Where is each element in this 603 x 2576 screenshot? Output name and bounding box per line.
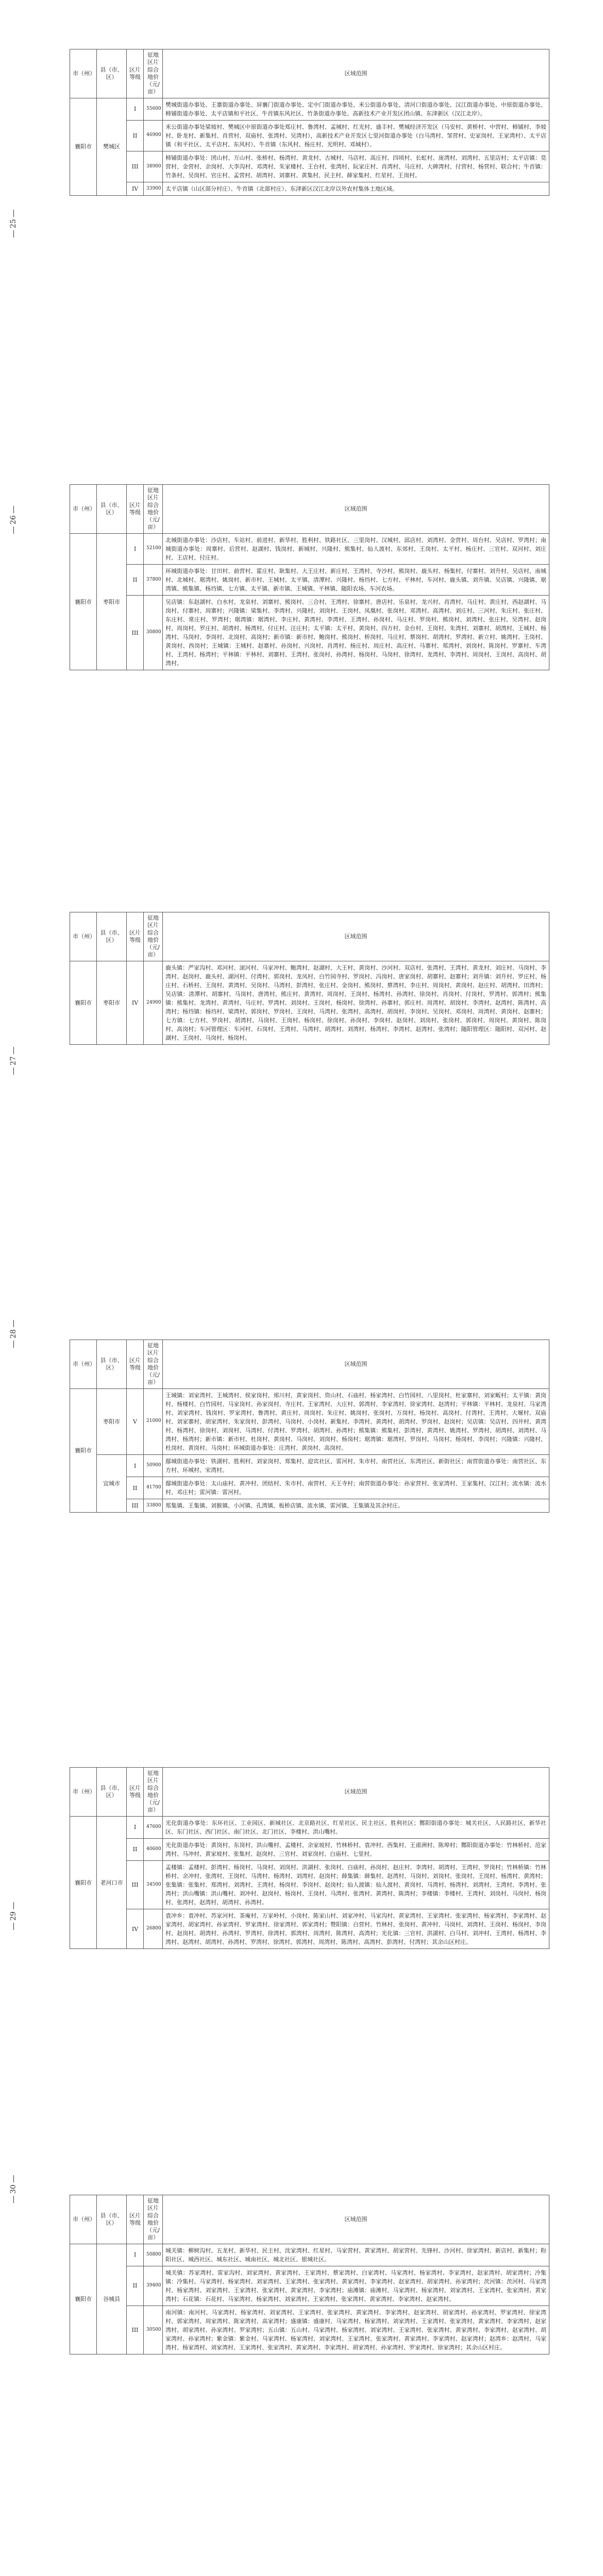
header-scope: 区域范围 [163,1340,549,1389]
scope-cell: 柿铺街道办事处：团山村、万山村、张桥村、杨湾村、黄龙村、古城村、马店村、高庄村、四顷村、长虹村、庞湾村、刘湾村、五里店村；太平店镇：莫营村、金营村、余岗村、大李沟村、邓湾村、朱家楼村、王台村、张湾村、阮家庄村、肖湾村、马庄村、大碑湾村、付营村、杨营村、联合村；牛首镇：竹条村、吴岗村、官庄村、孟营村、胡湾村、刘寨村、黄集村、民主村、薛家集村、红星村、王岗村。 [163,151,549,182]
scope-cell: 光化街道办事处：黄岗村、东岗村、洪山嘴村、孟楼村、余家坡村、竹林桥村、袁冲村、西集村、王甫洲村、陈埠村；酂阳街道办事处：竹林桥村、范家湾村、马冲村、黄家坡村、张集村、赵岗村、三官村、刘家岗村、白庙村、七里村。 [163,1838,549,1860]
header-city: 市（州） [70,912,97,961]
price-cell: 41700 [144,1477,163,1499]
header-city: 市（州） [70,2195,97,2244]
page-number: 30 [9,2173,18,2205]
header-city: 市（州） [70,1340,97,1389]
city-cell: 襄阳市 [70,961,97,1044]
header-price: 征地区片综合地价（元/亩） [144,1340,163,1389]
header-scope: 区域范围 [163,2195,549,2244]
table-header [70,2195,549,2244]
grade-cell: II [127,120,144,151]
header-city: 市（州） [70,485,97,534]
land-price-table [70,1767,549,1949]
table-row [70,98,549,120]
page-number: 29 [9,1900,18,1932]
scope-cell: 环城街道办事处：甘田村、前营村、霍庄村、耿集村、大王庄村、新庄村、王湾村、寺沙村、熊岗村、鹿头村、杨集村、付寨村、刘升村、吴店村、南城村、北城村、琚湾村、姚岗村、新市村、王城村、太平镇、清潭村、兴隆村、杨垱村、七方村、平林村、车河村、鹿头镇、刘升镇、吴店镇、兴隆镇、琚湾镇、熊集镇、杨垱镇、七方镇、太平镇、新市镇、王城镇、平林镇、随阳农场、车河农场。 [163,564,549,595]
price-cell: 37800 [144,564,163,595]
grade-cell: V [127,1388,144,1454]
table-row [70,2244,549,2266]
price-cell: 46900 [144,120,163,151]
grade-cell: I [127,2244,144,2266]
price-cell: 34500 [144,1860,163,1909]
grade-cell: I [127,98,144,120]
table-header [70,1340,549,1389]
city-cell: 襄阳市 [70,533,97,670]
header-grade: 区片等级 [127,49,144,98]
scope-cell: 鄢城街道办事处：铁湖村、胜利村、刘家岗村、郑集村、迎宾社区、雷河村、朱市村、南营社区、东湾社区、新街社区；南营街道办事处：南营社区、东方村、环城村、宋湾村。 [163,1455,549,1477]
city-cell: 襄阳市 [70,1816,97,1949]
scope-cell: 孟楼镇：孟楼村、彭湾村、杨岗村、马岗村、刘岗村、洪湖村、张岗村、白庙村、孙岗村、赵庄村、李湾村、胡湾村、王湾村、罗岗村；竹林桥镇：竹林桥村、余冲村、张湾村、王岗村、马湾村、杨湾村、刘湾村、赵岗村；薛集镇：薛集村、赵湾村、马岗村、刘岗村、张岗村、王岗村、杨湾村、黄湾村；张集镇：张集村、郑湾村、刘湾村、王湾村、杨岗村、李岗村、赵岗村；仙人渡镇：仙人渡村、黄岗村、马湾村、杨湾村、刘湾村、王湾村、李湾村、张湾村；洪山嘴镇：洪山嘴村、刘冲村、赵岗村、杨岗村、王岗村、马湾村、张湾村、黄湾村、陈湾村；李楼镇：李楼村、王湾村、刘岗村、马岗村、杨岗村、张湾村、赵湾村、胡湾村、孙湾村。 [163,1860,549,1909]
price-cell: 55600 [144,98,163,120]
scope-cell: 吴店镇：东赵湖村、白水村、龙泉村、刘寨村、熊岗村、三合村、王湾村、徐寨村、唐店村、乐泉村、龙兴村、肖湾村、马庄村、黄庄村、西赵湖村、马岗村、付寨村、周寨村；兴隆镇：梁集村、李湾村、兴隆村、刘岗村、王岗村、凤凰村、张岗村、邓湾村、高湾村、刘庄村、三河村、朱庄村、张庄村、东庄村、常庄村、罗湾村；琚湾镇：琚湾村、李庄村、黄湾村、李湾村、王湾村、孙岗村、马庄村、罗岗村、熊岗村、刘湾村、张庄村、吴湾村、赵岗村、周岗村、罗庄村、胡湾村、杨湾村、付庄村、汪庄村；太平镇：太平村、黄岗村、四方村、金台村、王岗村、朱湾村、刘寨村、胡湾村、王城村、杨湾村、马岗村、李岗村、北岗村、高岗村；新市镇：新市村、鲍岗村、熊岗村、桥岗村、马庄村、蔡岗村、胡湾村、罗湾村、新立村、姚湾村、王岗村、黄岗村、西岗村；王城镇：王城村、赵寨村、孙岗村、兴岗村、肖湾村、杨庄村、周庄村、高庄村、马寨村、郑湾村、刘岗村、陈岗村、罗寨村、车湾村、王湾村、杨湾村；平林镇：平林村、刘寨村、王湾村、张岗村、孙湾村、杨岗村、马岗村、徐湾村、龙湾村、李湾村、周岗村、王岗村、高岗村、胡湾村。 [163,596,549,670]
grade-cell: IV [127,182,144,196]
header-county: 县（市、区） [97,912,127,961]
header-county: 县（市、区） [97,485,127,534]
scope-cell: 光化街道办事处：东环社区、工业园区、新城社区、北京路社区、红星社区、民主社区、胜利社区；酂阳街道办事处：城关社区、人民路社区、新华社区、东门社区、西门社区、南门社区、北门社区、李楼村、洪山嘴村。 [163,1816,549,1838]
scope-cell: 南河镇：南河村、马家湾村、杨家湾村、刘家湾村、王家湾村、张家湾村、黄家湾村、李家湾村、赵家湾村、胡家湾村、孙家湾村、罗家湾村、徐家湾村、郭家湾村、周家湾村、陈家湾村、高家湾村；盛康镇：盛康村、马家湾村、杨家湾村、刘家湾村、王家湾村、张家湾村、黄家湾村、李家湾村、赵家湾村、胡家湾村、孙家湾村、罗家湾村；五山镇：五山村、马家湾村、杨家湾村、刘家湾村、王家湾村、张家湾村、黄家湾村、李家湾村、赵家湾村、胡家湾村、孙家湾村；紫金镇：紫金村、马家湾村、杨家湾村、刘家湾村、王家湾村、张家湾村、黄家湾村、李家湾村、赵家湾村；赵湾乡：赵湾村、马家湾村、杨家湾村、刘家湾村、王家湾村、张家湾村、黄家湾村、李家湾村、胡家湾村、孙家湾村、罗家湾村、徐家湾村；其余山区村庄。 [163,2306,549,2354]
header-grade: 区片等级 [127,1768,144,1817]
county-cell: 枣阳市 [97,533,127,670]
grade-cell: III [127,1860,144,1909]
land-price-table [70,912,549,1045]
header-grade: 区片等级 [127,1340,144,1389]
grade-cell: IV [127,1909,144,1949]
table-header [70,1768,549,1817]
table-row [70,1477,549,1499]
grade-cell: III [127,596,144,670]
scope-cell: 北城街道办事处：沙店村、车站村、前进村、新华村、胜利村、铁路社区、三里岗村、汉城村、邱店村、刘湾村、金营村、周台村、吴店村、罗湾村；南城街道办事处：周寨村、后营村、赵湖村、钱岗村、新城村、兴隆村、熊集村、仙人渡村、东郊村、王岗村、太平村、杨庄村、三官村、双河村、刘庄村、王店村、付庄村。 [163,533,549,564]
scope-cell: 米公街道办事处梁坡村、樊城区中原街道办事处郑庄村、鲁湾村、孟城村、红光村、盛丰村、樊城经济开发区（马安村、黄桥村、中营村、柿铺村、李坡村、卧龙村、新集村、肖营村、双庙村、张湾村、吴湾村），高新技术产业开发区七里河街道办事处（白马湾村、邹营村、史家岗村、王家湾村）、太平店镇（和平社区、太平店村、东风村）、牛首镇（东风村、杨庄村、光明村、邓城村）。 [163,120,549,151]
price-cell: 50900 [144,1455,163,1477]
table-row [70,1838,549,1860]
grade-cell: II [127,1477,144,1499]
scope-cell: 郑集镇、王集镇、刘猴镇、小河镇、孔湾镇、板桥店镇、流水镇、雷河镇、王集镇及其余村庄。 [163,1499,549,1513]
header-price: 征地区片综合地价（元/亩） [144,49,163,98]
scope-cell: 城关镇：柳树沟村、五龙村、新华村、民主村、沈家湾村、红星村、马家营村、黄家湾村、胡家营村、先锋村、沙河村、徐家湾村、新店村、新集村；粉阳社区、城西社区、城东社区、城南社区、城北社区、银城社区。 [163,2244,549,2266]
table-row [70,2266,549,2306]
table-row [70,1455,549,1477]
page-number: 26 [9,504,18,536]
page-number: 28 [9,1318,18,1350]
price-cell: 38900 [144,151,163,182]
page-number: 27 [9,1045,18,1077]
header-grade: 区片等级 [127,2195,144,2244]
header-scope: 区域范围 [163,912,549,961]
table-row [70,961,549,1044]
header-county: 县（市、区） [97,1340,127,1389]
price-cell: 21000 [144,1388,163,1454]
price-cell: 33800 [144,1499,163,1513]
page-number: 25 [9,208,18,240]
grade-cell: III [127,2306,144,2354]
header-grade: 区片等级 [127,912,144,961]
price-cell: 24900 [144,961,163,1044]
scope-cell: 城关镇：苏家湾村、雷家沟村、刘家湾村、黄家湾村、王家湾村、蔡家湾村、白家湾村、马家湾村、杨家湾村、李家湾村、赵家湾村、胡家湾村；冷集镇：冷集村、马家湾村、杨家湾村、刘家湾村、王家湾村、张家湾村、黄家湾村、李家湾村、赵家湾村、胡家湾村、孙家湾村；茨河镇：茨河村、马家湾村、杨家湾村、刘家湾村、王家湾村、张家湾村、黄家湾村、李家湾村；庙滩镇：庙滩村、马家湾村、杨家湾村、刘家湾村、王家湾村、张家湾村、黄家湾村；石花镇：石花村、马家湾村、杨家湾村、刘家湾村、王家湾村、张家湾村、黄家湾村、李家湾村、赵家湾村。 [163,2266,549,2306]
header-scope: 区域范围 [163,1768,549,1817]
grade-cell: I [127,1455,144,1477]
price-cell: 26800 [144,1909,163,1949]
price-cell: 52100 [144,533,163,564]
county-cell: 老河口市 [97,1816,127,1949]
price-cell: 33900 [144,182,163,196]
table-row [70,2306,549,2354]
header-grade: 区片等级 [127,485,144,534]
county-cell: 枣阳市 [97,961,127,1044]
grade-cell: I [127,533,144,564]
city-cell: 襄阳市 [70,1388,97,1513]
scope-cell: 太平店镇（山区部分村庄）、牛首镇（北部村庄）、东津新区汉江北岸以外农村集体土地区域。 [163,182,549,196]
header-price: 征地区片综合地价（元/亩） [144,1768,163,1817]
header-county: 县（市、区） [97,2195,127,2244]
header-price: 征地区片综合地价（元/亩） [144,912,163,961]
scope-cell: 王城镇：刘家湾村、王城湾村、侯家岗村、邢川村、黄家岗村、资山村、石庙村、杨家湾村、白竹园村、八里岗村、杜家寨村、刘家畈村；太平镇：黄岗村、杨楼村、白竹园村、马家岗村、孙家岗村、寺庄村、王家湾村、大庄村、郭湾村、李家湾村、徐家湾村、赵湾村；平林镇：平林村、龙泉村、马家湾村、刘家湾村、钱岗村、罗家湾村、鲁湾村、黄庄村、周岗村、朱庄村、姚岗村、张岗村、万岗村、杨岗村、高岗村、付湾村、王湾村、大堰村、双庙村、刘家寨村、胡家湾村、朱家岗村、彭湾村、马岗村、小岗村、新集村、李湾村、黄湾村、胡湾村、罗岗村、赵岗村；吴店镇：吴店村、四井村、黄湾村、杨湾村、徐岗村、刘岗村、马湾村、付湾村、罗湾村、胡湾村、孙湾村；熊集镇：熊集村、彭湾村、黄湾村、姚湾村、罗湾村、胡湾村、刘湾村、马湾村、杨湾村；新市镇：新市村、杜岗村、黄岗村、马岗村、刘岗村、杨岗村；琚湾镇：琚湾村、罗岗村、马岗村、杨岗村、李岗村；兴隆镇：兴隆村、杜岗村、黄岗村、马岗村；环城街道办事处：庄湾村、黄岗村、高岗村。 [163,1388,549,1454]
table-row [70,1388,549,1454]
grade-cell: IV [127,961,144,1044]
price-cell: 30500 [144,2306,163,2354]
grade-cell: II [127,2266,144,2306]
header-price: 征地区片综合地价（元/亩） [144,485,163,534]
table-row [70,1909,549,1949]
table-header [70,912,549,961]
header-scope: 区域范围 [163,485,549,534]
table-row [70,120,549,151]
land-price-table [70,484,549,670]
table-row [70,1499,549,1513]
price-cell: 50800 [144,2244,163,2266]
scope-cell: 鄢城街道办事处：太山庙村、黄冲村、团结村、朱市村、南营村、天王寺村；南营街道办事处：孙家营村、张家湾村、王家集村、汉江村；流水镇：流水村、邓庄村；雷河镇：雷河村。 [163,1477,549,1499]
price-cell: 40600 [144,1838,163,1860]
price-cell: 47600 [144,1816,163,1838]
county-cell: 谷城县 [97,2244,127,2354]
county-cell: 宜城市 [97,1455,127,1513]
scope-cell: 樊城街道办事处、王寨街道办事处、屏襄门街道办事处、定中门街道办事处、米公街道办事处、清河口街道办事处、汉江街道办事处、中原街道办事处、柿铺街道办事处、太平店镇和平社区、牛首镇东风社区、竹条街道办事处、高新技术产业开发区团山镇、东津新区（汉江北岸）。 [163,98,549,120]
scope-cell: 袁冲乡：袁冲村、苏家河村、茶庵村、万家岭村、小岗村、陈家山村、刘家冲村、马家沟村、黄家湾村、王家湾村、张家湾村、杨家湾村、李家湾村、赵家湾村、胡家湾村、孙家湾村、罗家湾村、徐家湾村、郭家湾村；赞阳镇：白营村、竹林村、张岗村、黄冲村、马岗村、刘湾村、王岗村、杨岗村、李岗村、赵岗村、胡湾村、孙湾村、罗湾村、徐湾村、郭湾村、周湾村、陈湾村、高湾村；光化镇：三官村、洪湖村、白马村、刘冲村、王湾村、杨湾村、李湾村、赵湾村、胡湾村、孙湾村、罗湾村、徐湾村、郭湾村、周湾村、陈湾村、高湾村、彭湾村、付湾村；其余山区村庄。 [163,1909,549,1949]
grade-cell: I [127,1816,144,1838]
table-row [70,533,549,564]
table-row [70,564,549,595]
county-cell: 枣阳市 [97,1388,127,1454]
table-row [70,1860,549,1909]
table-row [70,182,549,196]
land-price-table [70,49,549,196]
table-row [70,1816,549,1838]
grade-cell: III [127,1499,144,1513]
header-scope: 区域范围 [163,49,549,98]
header-county: 县（市、区） [97,49,127,98]
price-cell: 39400 [144,2266,163,2306]
grade-cell: II [127,1838,144,1860]
land-price-table [70,1340,549,1513]
county-cell: 樊城区 [97,98,127,195]
header-city: 市（州） [70,1768,97,1817]
grade-cell: III [127,151,144,182]
scope-cell: 鹿头镇：严家沟村、邓河村、滚河村、马家冲村、鲍湾村、赵湖村、大王村、黄岗村、沙河村、双店村、张湾村、王湾村、黄龙村、刘庄村、马岗村、李湾村、赵岗村、鹿头村、湖河村、付湾村、郭岗村、龙凤村、白竹园寺村、罗岗村、冯岗村、唐家岗村、胡寨村、赵寨村；刘升镇：刘升村、罗庄村、杨庄村、石桥村、王岗村、黄湾村、吴岗村、马湾村、彭湾村、张庄村、金岗村、熊岗村、蔡湾村、李庄村、周岗村、黄岗村、赵庄村、胡湾村、田湾村；吴店镇：清潭村、胡寨村、马岗村、唐湾村、熊庄村、黄湾村、周岗村、王岗村、杨湾村、孙湾村、徐岗村、肖岗村、付岗村、罗湾村、郭湾村；熊集镇：熊集村、龙湾村、黄湾村、马庄村、罗湾村、刘岗村、王岗村、杨岗村、徐湾村、孙寨村、郭庄村、周湾村、胡岗村、李湾村、赵湾村、陈湾村、高湾村；杨垱镇：杨垱村、梁湾村、郭岗村、罗岗村、王岗村、马湾村、张湾村、高湾村、胡岗村、李岗村、吴岗村、邓岗村、周湾村、黄岗村、赵寨村；七方镇：七方村、罗岗村、胡湾村、马岗村、王岗村、杨岗村、徐岗村、孙岗村、李岗村、赵岗村、刘岗村、张岗村、郭岗村、周岗村、黄岗村、陈岗村、高岗村；车河管理区：车河村、石岗村、王湾村、马湾村、胡湾村、刘湾村、杨湾村、李湾村、赵湾村、张湾村；随阳管理区：随阳村、双河村、赵湖村、王岗村、马岗村、杨岗村。 [163,961,549,1044]
header-city: 市（州） [70,49,97,98]
table-row [70,151,549,182]
header-price: 征地区片综合地价（元/亩） [144,2195,163,2244]
table-row [70,596,549,670]
grade-cell: II [127,564,144,595]
price-cell: 30800 [144,596,163,670]
city-cell: 襄阳市 [70,98,97,195]
table-header [70,485,549,534]
land-price-table [70,2195,549,2354]
table-header [70,49,549,98]
city-cell: 襄阳市 [70,2244,97,2354]
header-county: 县（市、区） [97,1768,127,1817]
